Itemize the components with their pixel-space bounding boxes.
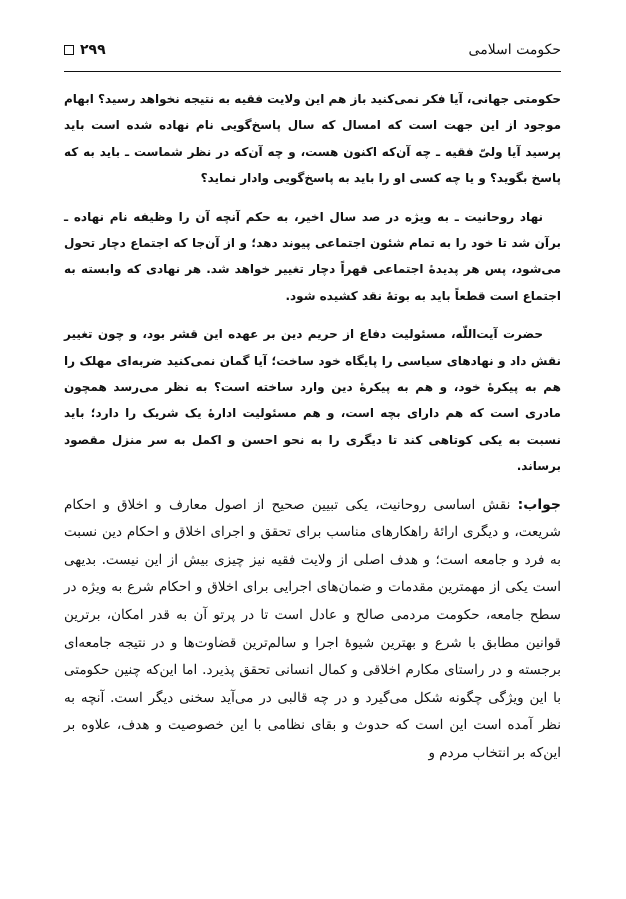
square-box-icon: [64, 45, 74, 55]
header-rule: [64, 71, 561, 72]
folio: [64, 42, 106, 58]
answer-paragraph: [64, 492, 561, 768]
body-text: [64, 86, 561, 768]
answer-label: جواب:: [517, 496, 561, 513]
question-paragraph-1: حکومتی جهانی، آیا فکر نمی‌کنید باز هم این ولایت فقیه به نتیجه نخواهد رسید؟ ابهام موجود از این جهت است که امسال که سال پاسخ‌گویی نام نهاده شده است باید پرسید آیا ولیّ فقیه ـ چه آن‌که اکنون هست، و چه آن‌که در نظر شماست ـ باید به که پاسخ بگوید؟ و یا چه کسی او را باید به پاسخ‌گویی وادار نماید؟: [64, 92, 561, 186]
running-title: حکومت اسلامی: [468, 42, 561, 58]
question-paragraph-2: نهاد روحانیت ـ به ویژه در صد سال اخیر، به حکم آنچه آن را وظیفه نام نهاده ـ برآن شد تا خود را به تمام شئون اجتماعی پیوند دهد؛ و از آن‌جا که اجتماع دچار تحول می‌شود، پس هر پدیدهٔ اجتماعی قهراً دچار تغییر خواهد شد. هر نهادی که وابسته به اجتماع است قطعاً باید به بوتهٔ نقد کشیده شود.: [64, 209, 561, 303]
answer-text: نقش اساسی روحانیت، یکی تبیین صحیح از اصول معارف و اخلاق و احکام شریعت، و دیگری ارائهٔ راهکارهای مناسب برای تحقق و اجرای اخلاق و احکام دین نسبت به فرد و جامعه است؛ و هدف اصلی از ولایت فقیه نیز چیزی بیش از این نیست. بدیهی است یکی از مهمترین مقدمات و ضمان‌های اجرایی برای اخلاق و احکام شرع به ویژه در سطح جامعه، حکومت مردمی صالح و عادل است تا در پرتو آن به قدر امکان، برترین قوانین مطابق با شرع و بهترین شیوهٔ اجرا و سالم‌ترین قضاوت‌ها و در نتیجه جامعه‌ای برجسته و در راستای مکارم اخلاقی و کمال انسانی تحقق پذیرد. اما این‌که چنین حکومتی با این ویژگی چگونه شکل می‌گیرد و در چه قالبی در می‌آید سخنی دیگر است. آنچه به نظر آمده است این است که حدوث و بقای نظامی با این خصوصیت و هدف، علاوه بر این‌که بر انتخاب مردم و: [64, 496, 561, 762]
page-number: ۲۹۹: [80, 42, 106, 58]
question-paragraph-3: حضرت آیت‌اللّه، مسئولیت دفاع از حریم دین بر عهده این قشر بود، و چون تغییر نقش داد و نهادهای سیاسی را پایگاه خود ساخت؛ آیا گمان نمی‌کنید ضربه‌ای مهلک را هم به پیکرهٔ خود، و هم به پیکرهٔ دین وارد ساخته است؟ به نظر می‌رسد همچون مادری است که هم دارای بچه است، و هم مسئولیت ادارهٔ یک شریک را دارد؛ باید نسبت به یکی کوتاهی کند تا دیگری را به نحو احسن و اکمل به سر منزل مقصود برساند.: [64, 327, 561, 474]
page-header: [64, 40, 561, 64]
